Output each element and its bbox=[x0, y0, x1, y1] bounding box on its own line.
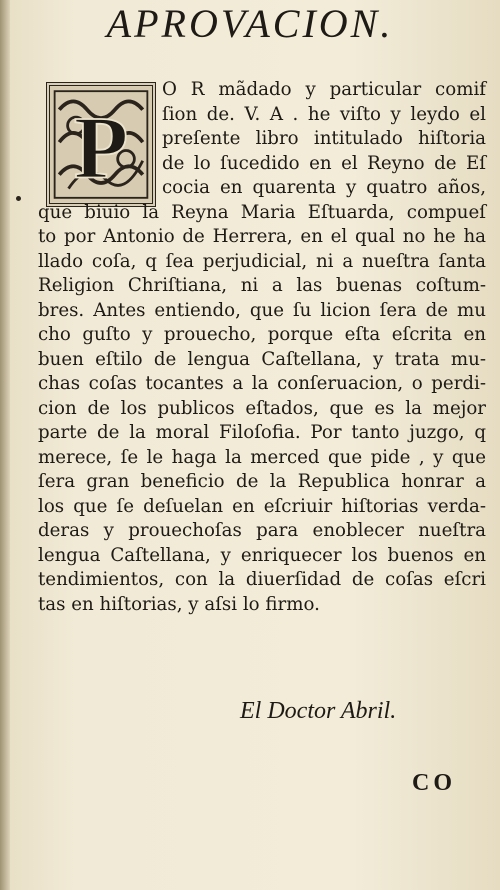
body-line: ſera gran beneficio de la Republica honrar a bbox=[38, 471, 486, 492]
margin-mark bbox=[16, 196, 21, 201]
body-line: O R mãdado y particular comif bbox=[162, 79, 486, 100]
body-line: bres. Antes entiendo, que ſu licion ſera de mu bbox=[38, 299, 486, 321]
body-line: cion de los publicos eſtados, que es la mejor bbox=[38, 397, 486, 419]
catchword: CO bbox=[412, 770, 456, 796]
body-line: ſion de. V. A . he viſto y leydo el bbox=[162, 103, 486, 125]
body-line: chas coſas tocantes a la conſeruacion, o perdi- bbox=[38, 373, 486, 394]
body-line: preſente libro intitulado hiſtoria bbox=[162, 128, 486, 149]
body-line: tas en hiſtorias, y aſsi lo firmo. bbox=[38, 593, 320, 615]
body-line: cocia en quarenta y quatro años, bbox=[162, 177, 486, 198]
approbation-body bbox=[38, 78, 486, 617]
body-line: to por Antonio de Herrera, en el qual no he ha bbox=[38, 226, 486, 247]
body-line: que biuio la Reyna Maria Eſtuarda, compueſ bbox=[38, 201, 486, 223]
body-line: lengua Caſtellana, y enriquecer los buenos en bbox=[38, 544, 486, 566]
body-line: Religion Chriſtiana, ni a las buenas coſtum- bbox=[38, 275, 486, 296]
body-line: tendimientos, con la diuerſidad de coſas eſcri bbox=[38, 569, 486, 590]
body-line: cho guſto y prouecho, porque eſta eſcrita en bbox=[38, 324, 486, 345]
body-line: deras y prouechoſas para enoblecer nueſtra bbox=[38, 520, 486, 541]
page-heading: APROVACION. bbox=[106, 1, 394, 46]
body-line: llado coſa, q ſea perjudicial, ni a nueſtra ſanta bbox=[38, 250, 486, 272]
body-line: los que ſe deſuelan en eſcriuir hiſtorias verda- bbox=[38, 495, 486, 517]
body-line: buen eſtilo de lengua Caſtellana, y trata mu- bbox=[38, 348, 486, 370]
page-gutter-shadow bbox=[0, 0, 10, 890]
body-line: de lo ſucedido en el Reyno de Eſ bbox=[162, 152, 486, 174]
signature: El Doctor Abril. bbox=[240, 698, 397, 724]
body-line: parte de la moral Filoſofia. Por tanto juzgo, q bbox=[38, 422, 486, 443]
body-line: merece, ſe le haga la merced que pide , y que bbox=[38, 446, 486, 468]
initial-letter: P bbox=[73, 99, 129, 198]
